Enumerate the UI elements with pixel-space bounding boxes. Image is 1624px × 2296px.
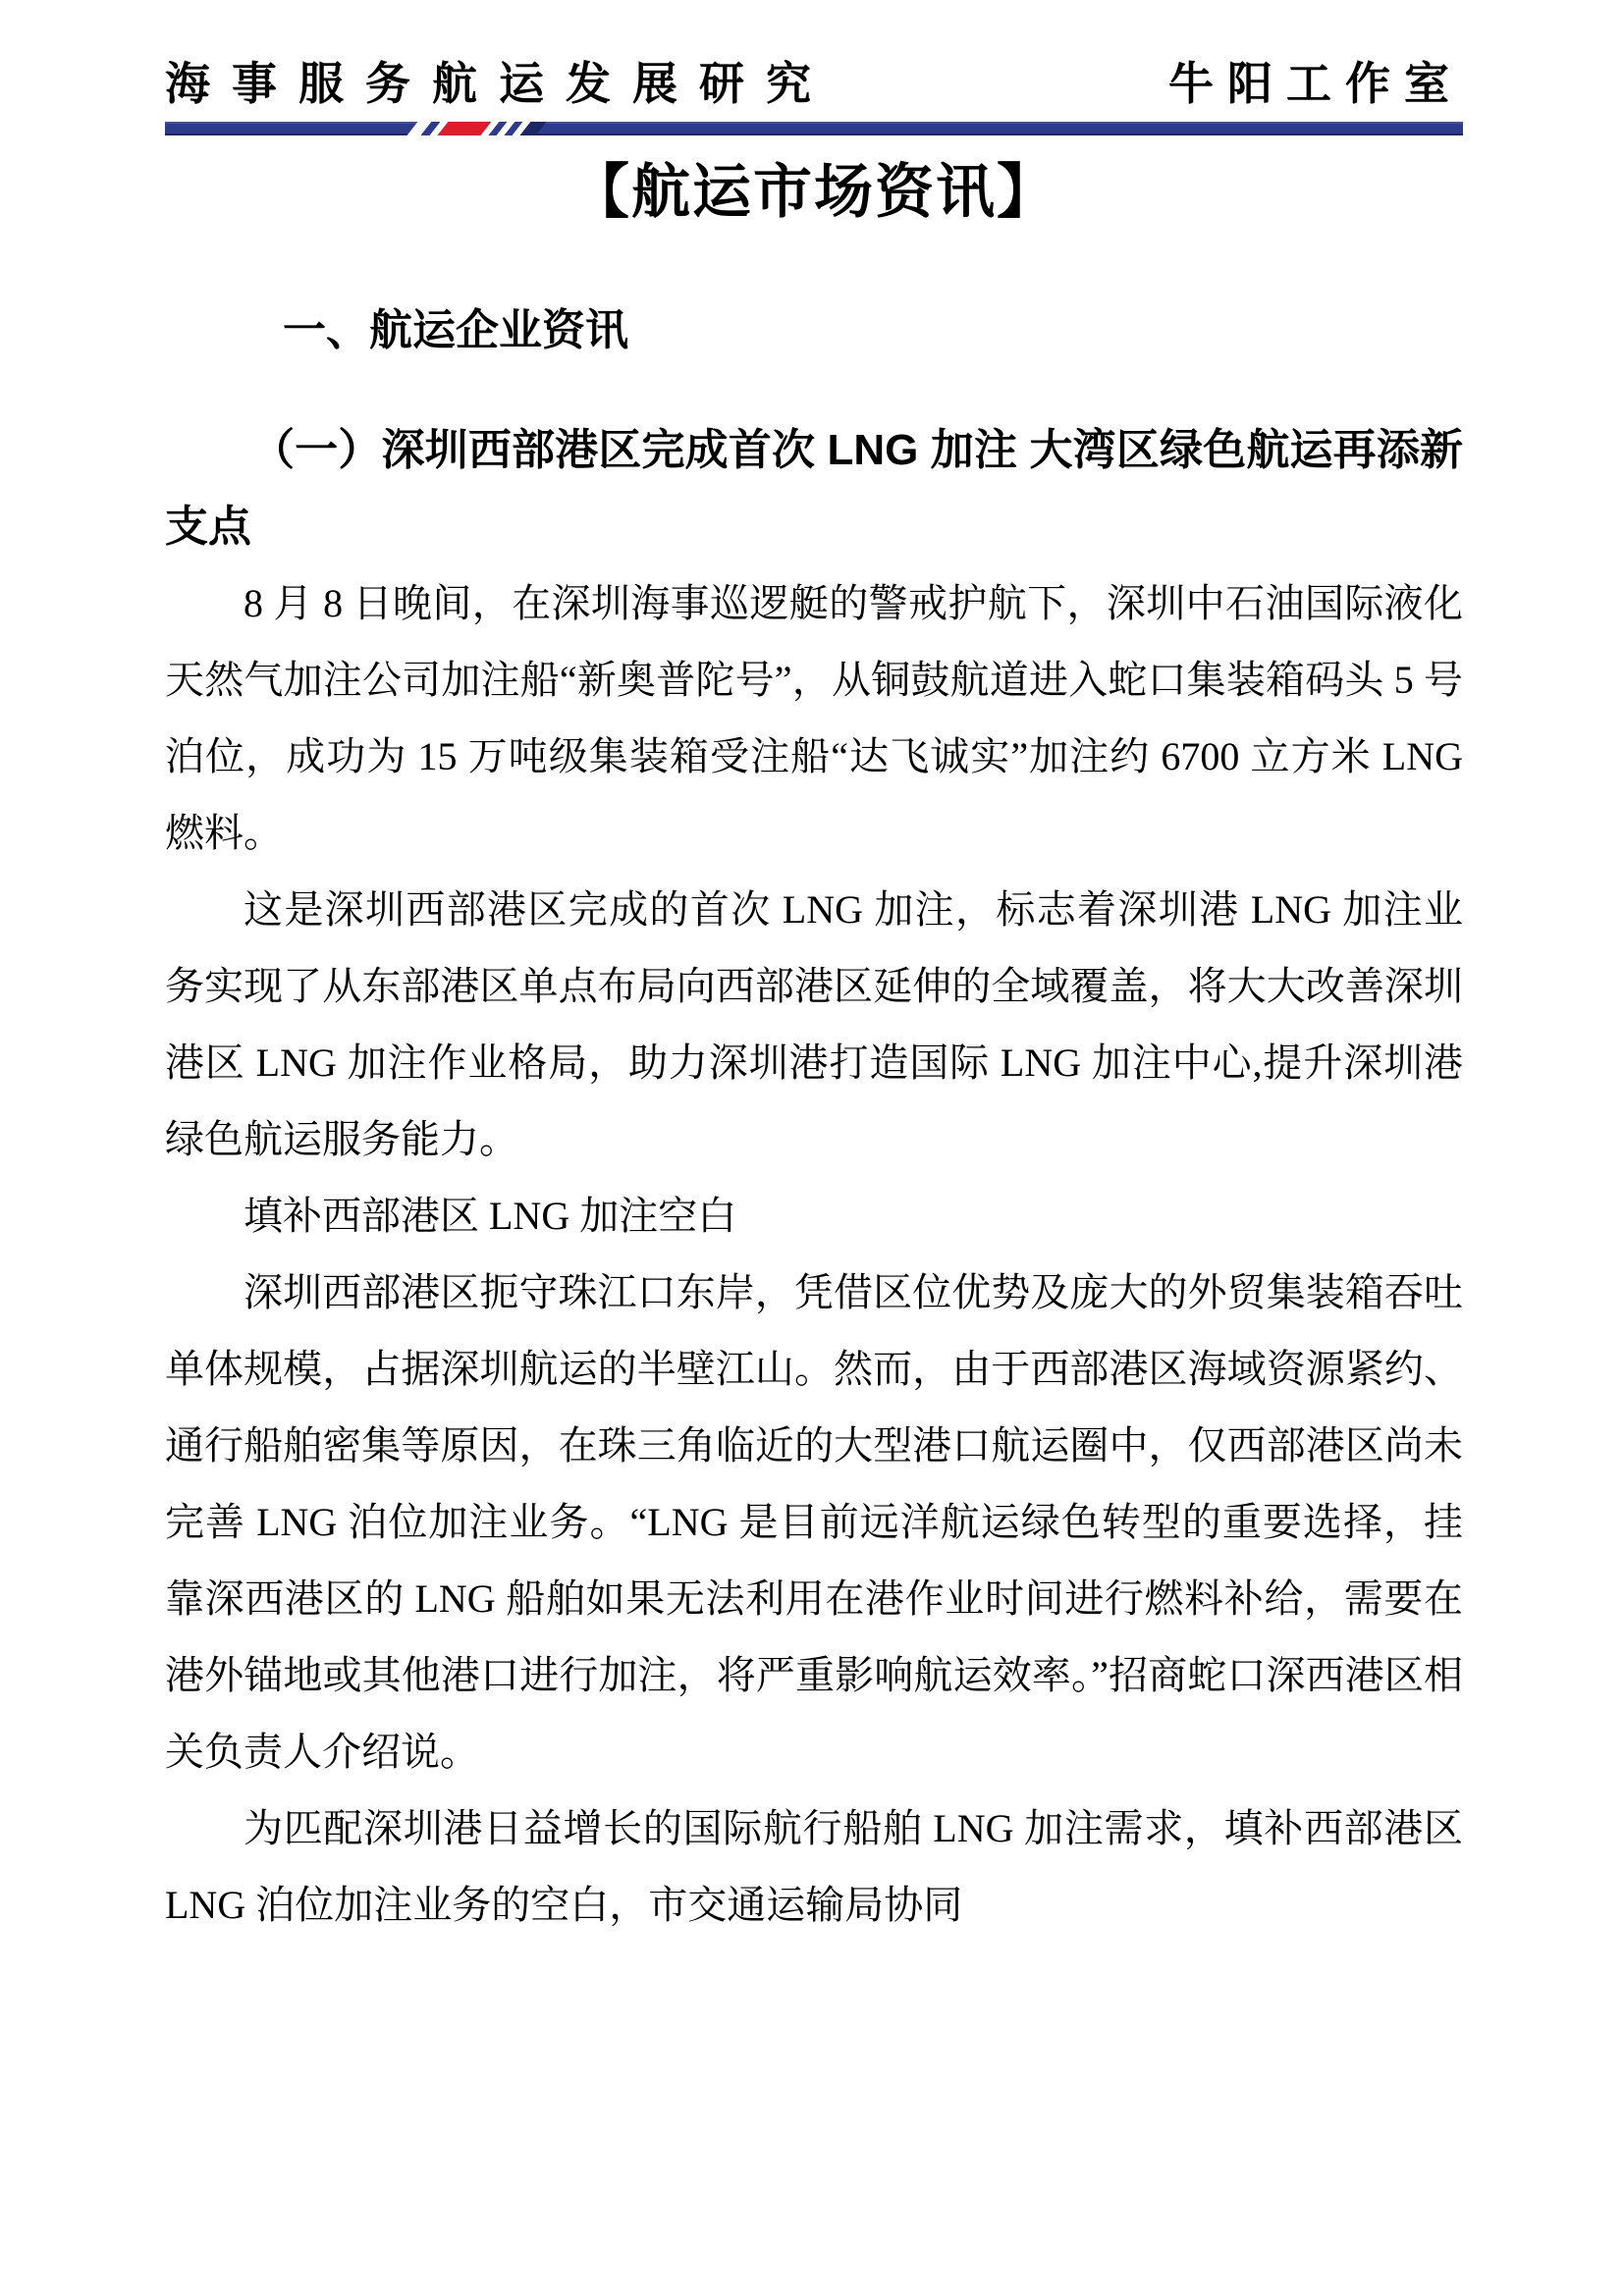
paragraph-subhead: 填补西部港区 LNG 加注空白 xyxy=(244,1194,737,1238)
rule-stripe-decoration xyxy=(412,122,541,135)
paragraph: 8 月 8 日晚间，在深圳海事巡逻艇的警戒护航下，深圳中石油国际液化天然气加注公司加注船“新奥普陀号”，从铜鼓航道进入蛇口集装箱码头 5 号泊位，成功为 15 万吨级集装箱受注船“达飞诚实”加注约 6700 立方米 LNG 燃料。 xyxy=(165,581,1463,855)
running-header xyxy=(165,59,1463,108)
paragraph: 为匹配深圳港日益增长的国际航行船舶 LNG 加注需求，填补西部港区 LNG 泊位加注业务的空白，市交通运输局协同 xyxy=(165,1806,1463,1927)
header-rule-bar xyxy=(165,122,1463,135)
header-right-title: 牛阳工作室 xyxy=(1168,58,1463,109)
page-title: 【航运市场资讯】 xyxy=(570,159,1057,225)
header-left-title: 海事服务航运发展研究 xyxy=(165,58,833,109)
paragraph: 深圳西部港区扼守珠江口东岸，凭借区位优势及庞大的外贸集装箱吞吐单体规模，占据深圳航运的半壁江山。然而，由于西部港区海域资源紧约、通行船舶密集等原因，在珠三角临近的大型港口航运圈中，仅西部港区尚未完善 LNG 泊位加注业务。“LNG 是目前远洋航运绿色转型的重要选择，挂靠深西港区的 LNG 船舶如果无法利用在港作业时间进行燃料补给，需要在港外锚地或其他港口进行加注，将严重影响航运效率。”招商蛇口深西港区相关负责人介绍说。 xyxy=(165,1270,1463,1774)
paragraph: 这是深圳西部港区完成的首次 LNG 加注，标志着深圳港 LNG 加注业务实现了从东部港区单点布局向西部港区延伸的全域覆盖，将大大改善深圳港区 LNG 加注作业格局，助力深圳港打造国际 LNG 加注中心,提升深圳港绿色航运服务能力。 xyxy=(165,887,1463,1161)
article-body xyxy=(165,565,1463,1944)
section-heading: 一、航运企业资讯 xyxy=(283,306,628,354)
subsection-heading: （一）深圳西部港区完成首次 LNG 加注 大湾区绿色航运再添新支点 xyxy=(165,426,1463,551)
